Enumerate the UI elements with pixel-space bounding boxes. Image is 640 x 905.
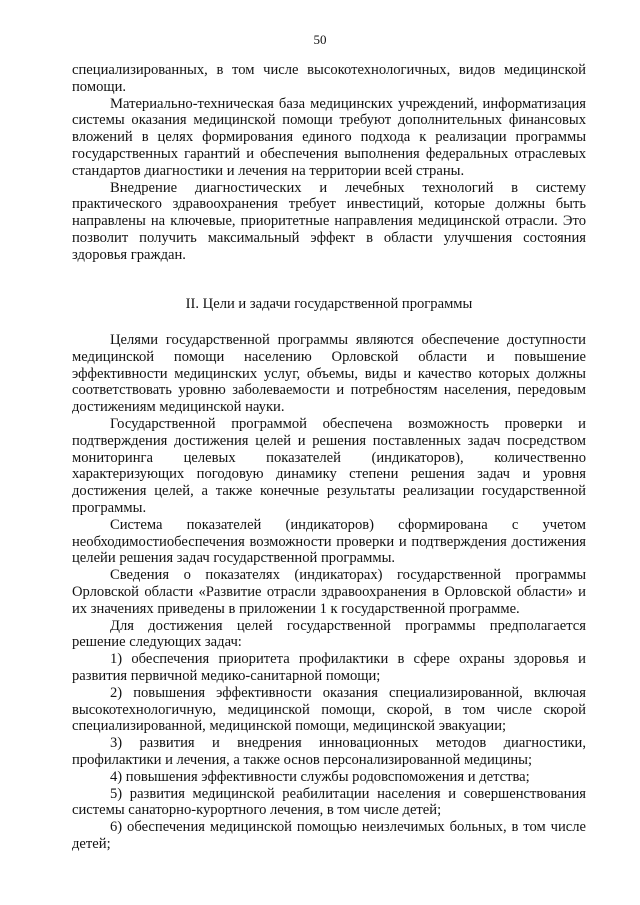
goals-text-block [72, 332, 586, 853]
paragraph-innovation: Внедрение диагностических и лечебных технологий в систему практического здравоохранения требует инвестиций, которые должны быть направлены на ключевые, приоритетные направления медицинской отрасли. Это позволит получить максимальный эффект в области улучшения состояния здоровья граждан. [72, 179, 586, 263]
paragraph-goals: Целями государственной программы являются обеспечение доступности медицинской помощи населению Орловской области и повышение эффективности медицинских услуг, объемы, виды и качество которых должны соответствовать уровню заболеваемости и потребностям населения, передовым достижениям медицинской науки. [72, 332, 586, 416]
paragraph-verification: Государственной программой обеспечена возможность проверки и подтверждения достижения целей и решения поставленных задач посредством мониторинга целевых показателей (индикаторов), количественно характеризующих погодовую динамику степени решения задач и уровня достижения целей, а также конечные результаты реализации государственной программы. [72, 415, 586, 516]
task-item-4: 4) повышения эффективности службы родовспоможения и детства; [110, 768, 530, 785]
task-item-5: 5) развития медицинской реабилитации населения и совершенствования системы санаторно-курортного лечения, в том числе детей; [72, 785, 586, 819]
page-number: 50 [313, 32, 327, 47]
paragraph-tasks-intro: Для достижения целей государственной программы предполагается решение следующих задач: [72, 617, 586, 651]
task-item-3: 3) развития и внедрения инновационных методов диагностики, профилактики и лечения, а также основ персонализированной медицины; [72, 735, 586, 768]
task-item-6: 6) обеспечения медицинской помощью неизлечимых больных, в том числе детей; [72, 819, 586, 852]
paragraph-indicators-system: Система показателей (индикаторов) сформирована с учетом необходимостиобеспечения возможности проверки и подтверждения достижения целейи решения задач государственной программы. [72, 516, 586, 567]
task-item-2: 2) повышения эффективности оказания специализированной, включая высокотехнологичную, медицинской помощи, скорой, в том числе скорой специализированной, медицинской помощи, медицинской эвакуации; [72, 684, 586, 735]
paragraph-indicators-info: Сведения о показателях (индикаторах) государственной программы Орловской области «Развитие отрасли здравоохранения в Орловской области» и их значениях приведены в приложении 1 к государственной программе. [72, 567, 586, 617]
section-heading: II. Цели и задачи государственной программы [185, 296, 473, 312]
paragraph-material-base: Материально-техническая база медицинских учреждений, информатизация системы оказания медицинской помощи требуют дополнительных финансовых вложений в целях формирования единого подхода к реализации программы государственных гарантий и обеспечения выполнения федеральных отраслевых стандартов диагностики и лечения на территории всей страны. [72, 95, 586, 179]
intro-text-block [72, 62, 586, 264]
task-item-1: 1) обеспечения приоритета профилактики в сфере охраны здоровья и развития первичной медико-санитарной помощи; [72, 651, 586, 684]
paragraph-continuation: специализированных, в том числе высокотехнологичных, видов медицинской помощи. [72, 62, 586, 95]
